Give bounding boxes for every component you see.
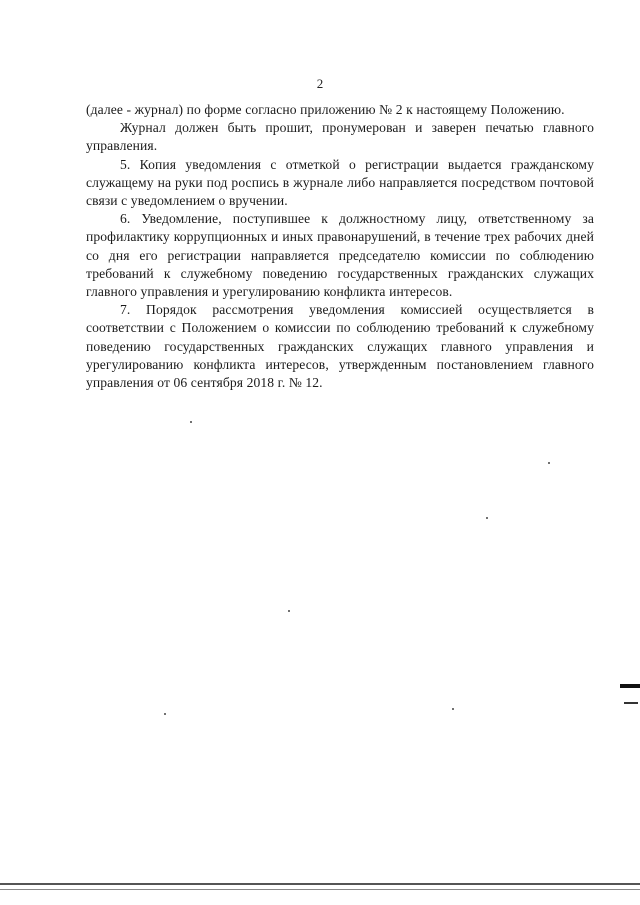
page-number: 2: [316, 76, 324, 91]
scan-speck: [288, 610, 290, 612]
scan-speck: [190, 421, 192, 423]
scan-speck: [452, 708, 454, 710]
scan-bottom-edge: [0, 889, 640, 890]
scan-speck: [486, 517, 488, 519]
paragraph-journal-binding: Журнал должен быть прошит, пронумерован и заверен печатью главного управления.: [86, 120, 594, 154]
paragraph-item-5: 5. Копия уведомления с отметкой о регистрации выдается гражданскому служащему на руки под роспись в журнале либо направляется посредством почтовой связи с уведомлением о вручении.: [86, 156, 594, 209]
paragraph-item-7: 7. Порядок рассмотрения уведомления комиссией осуществляется в соответствии с Положением о комиссии по соблюдению требований к служебному поведению государственных гражданских служащих главного управления и урегулированию конфликта интересов, утвержденным постановлением главного управления от 06 сентября 2018 г. № 12.: [86, 302, 594, 391]
scan-speck: [164, 713, 166, 715]
scan-edge-mark: [624, 702, 638, 704]
scan-bottom-edge: [0, 883, 640, 885]
paragraph-item-6: 6. Уведомление, поступившее к должностному лицу, ответственному за профилактику коррупционных и иных правонарушений, в течение трех рабочих дней со дня его регистрации направляется председателю комиссии по соблюдению требований к служебному поведению государственных гражданских служащих главного управления и урегулированию конфликта интересов.: [86, 211, 594, 300]
scan-edge-mark: [620, 684, 640, 688]
document-body: [86, 101, 594, 392]
scan-speck: [548, 462, 550, 464]
paragraph-journal-form: (далее - журнал) по форме согласно приложению № 2 к настоящему Положению.: [86, 102, 565, 117]
